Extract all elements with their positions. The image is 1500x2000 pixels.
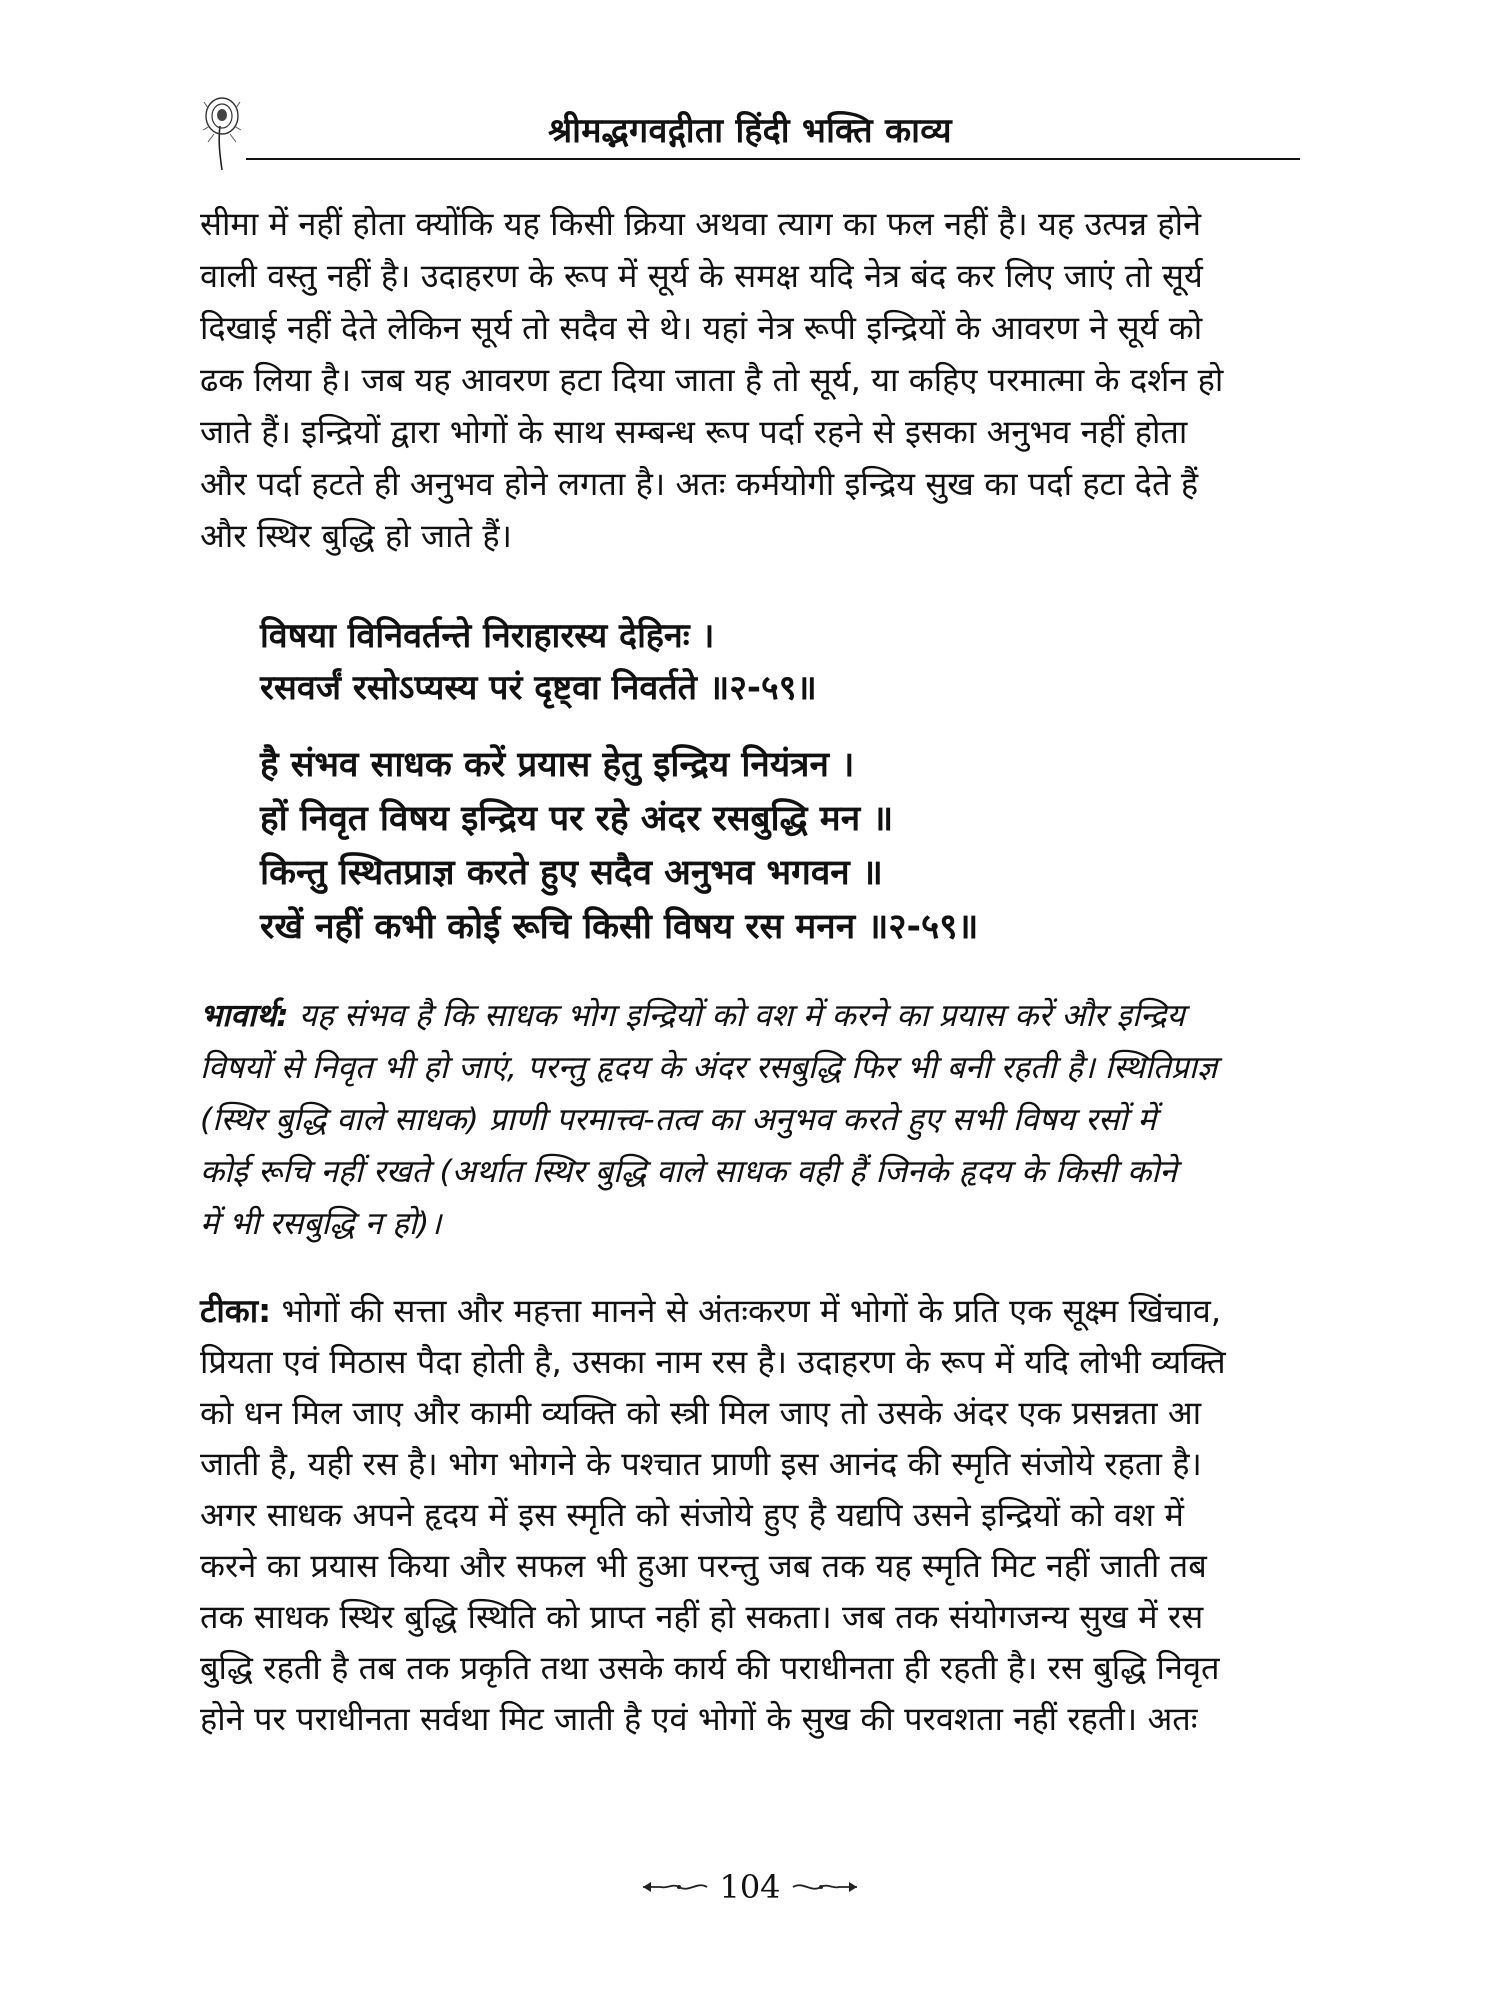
page-footer (0, 1868, 1500, 1908)
bhavarth-section (200, 990, 1300, 1250)
tika-label: टीका: (200, 1292, 272, 1330)
page-content (200, 198, 1300, 1745)
tika-first-line-text: भोगों की सत्ता और महत्ता मानने से अंतःकरण में भोगों के प्रति एक सूक्ष्म खिंचाव, (271, 1292, 1222, 1330)
tika-first-line (200, 1286, 1300, 1337)
bhavarth-line: विषयों से निवृत भी हो जाएं, परन्तु हृदय के अंदर रसबुद्धि फिर भी बनी रहती है। स्थितिप्राज्ञ (200, 1050, 1218, 1086)
page-header (200, 96, 1300, 168)
left-ornament-icon (639, 1877, 709, 1897)
verse-line: हों निवृत विषय इन्द्रिय पर रहे अंदर रसबुद्धि मन ॥ (260, 799, 894, 839)
verse-line: किन्तु स्थितप्राज्ञ करते हुए सदैव अनुभव भगवन ॥ (260, 853, 883, 893)
tika-line: तक साधक स्थिर बुद्धि स्थिति को प्राप्त नहीं हो सकता। जब तक संयोगजन्य सुख में रस (200, 1598, 1204, 1636)
hindi-verse (260, 738, 1300, 954)
paragraph-line: दिखाई नहीं देते लेकिन सूर्य तो सदैव से थे। यहां नेत्र रूपी इन्द्रियों के आवरण ने सूर्य को (200, 309, 1203, 347)
paragraph-intro (200, 198, 1300, 562)
bhavarth-line: में भी रसबुद्धि न हो)। (200, 1206, 442, 1242)
paragraph-line: जाते हैं। इन्द्रियों द्वारा भोगों के साथ सम्बन्ध रूप पर्दा रहने से इसका अनुभव नहीं होता (200, 413, 1188, 451)
bhavarth-line: कोई रूचि नहीं रखते (अर्थात स्थिर बुद्धि वाले साधक वही हैं जिनके हृदय के किसी कोने (200, 1154, 1177, 1190)
tika-line: अगर साधक अपने हृदय में इस स्मृति को संजोये हुए है यद्यपि उसने इन्द्रियों को वश में (200, 1496, 1184, 1534)
sanskrit-shloka (260, 610, 1300, 714)
tika-line: करने का प्रयास किया और सफल भी हुआ परन्तु जब तक यह स्मृति मिट नहीं जाती तब (200, 1547, 1207, 1585)
tika-line: बुद्धि रहती है तब तक प्रकृति तथा उसके कार्य की पराधीनता ही रहती है। रस बुद्धि निवृत (200, 1649, 1220, 1687)
tika-line: को धन मिल जाए और कामी व्यक्ति को स्त्री मिल जाए तो उसके अंदर एक प्रसन्नता आ (200, 1394, 1202, 1432)
verse-line: है संभव साधक करें प्रयास हेतु इन्द्रिय नियंत्रन । (260, 745, 855, 785)
book-title: श्रीमद्भगवद्गीता हिंदी भक्ति काव्य (548, 111, 952, 151)
tika-line: होने पर पराधीनता सर्वथा मिट जाती है एवं भोगों के सुख की परवशता नहीं रहती। अतः (200, 1700, 1198, 1738)
paragraph-line: वाली वस्तु नहीं है। उदाहरण के रूप में सूर्य के समक्ष यदि नेत्र बंद कर लिए जाएं तो सूर्य (200, 257, 1203, 295)
tika-line: जाती है, यही रस है। भोग भोगने के पश्चात प्राणी इस आनंद की स्मृति संजोये रहता है। (200, 1445, 1202, 1483)
bhavarth-first-line (200, 990, 1300, 1042)
paragraph-line: और पर्दा हटते ही अनुभव होने लगता है। अतः कर्मयोगी इन्द्रिय सुख का पर्दा हटा देते हैं (200, 465, 1199, 503)
right-ornament-icon (791, 1877, 861, 1897)
shloka-line: रसवर्जं रसोऽप्यस्य परं दृष्ट्वा निवर्तते ॥२-५९॥ (260, 668, 817, 708)
paragraph-line: ढक लिया है। जब यह आवरण हटा दिया जाता है तो सूर्य, या कहिए परमात्मा के दर्शन हो (200, 361, 1224, 399)
verse-line: रखें नहीं कभी कोई रूचि किसी विषय रस मनन ॥२-५९॥ (260, 907, 979, 947)
shloka-line: विषया विनिवर्तन्ते निराहारस्य देहिनः । (260, 616, 715, 656)
bhavarth-first-line-text: यह संभव है कि साधक भोग इन्द्रियों को वश में करने का प्रयास करें और इन्द्रिय (288, 998, 1185, 1034)
tika-line: प्रियता एवं मिठास पैदा होती है, उसका नाम रस है। उदाहरण के रूप में यदि लोभी व्यक्ति (200, 1343, 1226, 1381)
header-divider (246, 158, 1300, 160)
bhavarth-line: (स्थिर बुद्धि वाले साधक) प्राणी परमात्त्व-तत्व का अनुभव करते हुए सभी विषय रसों में (200, 1102, 1157, 1138)
paragraph-line: सीमा में नहीं होता क्योंकि यह किसी क्रिया अथवा त्याग का फल नहीं है। यह उत्पन्न होने (200, 205, 1202, 243)
paragraph-line: और स्थिर बुद्धि हो जाते हैं। (200, 517, 512, 555)
page-number: 104 (719, 1868, 781, 1906)
tika-section (200, 1286, 1300, 1745)
bhavarth-label: भावार्थ: (200, 998, 289, 1034)
